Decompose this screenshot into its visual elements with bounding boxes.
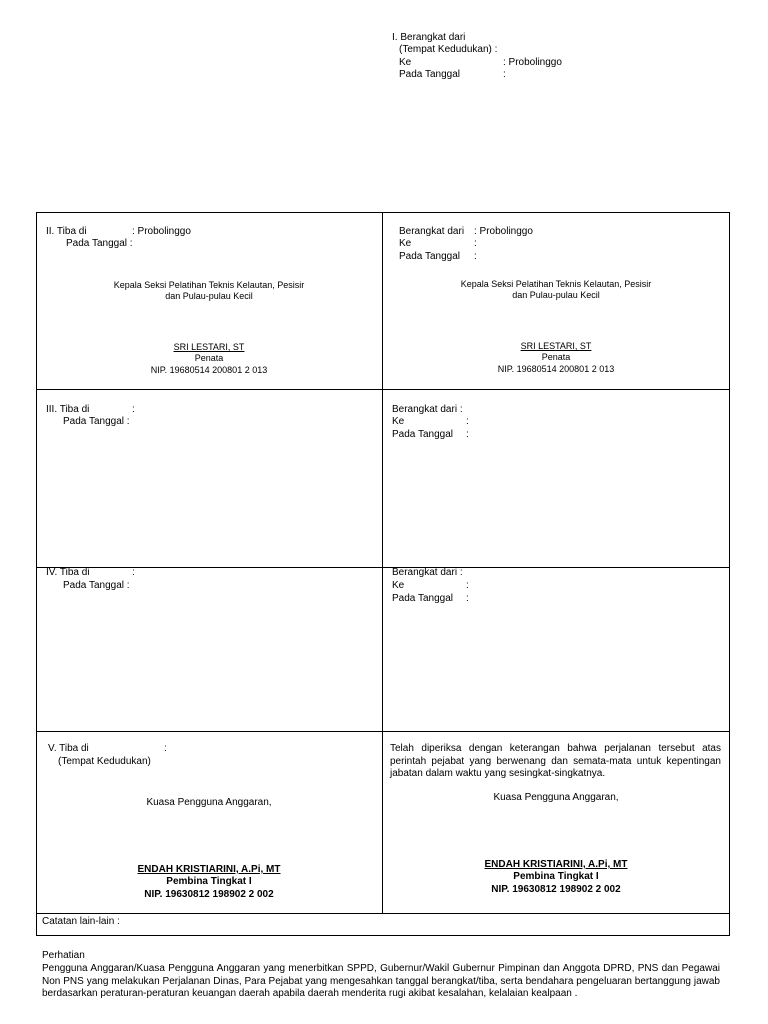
s5-left-tiba-label: V. Tiba di [48, 743, 89, 754]
s2-right-pada-tanggal-colon: : [474, 251, 477, 262]
s5-left-signer-name: ENDAH KRISTIARINI, A.Pi, MT [137, 864, 281, 875]
s4-right-pada-tanggal-colon: : [466, 593, 469, 604]
s5-left-signer-nip: NIP. 19630812 198902 2 002 [144, 889, 274, 900]
s5-right-kuasa: Kuasa Pengguna Anggaran, [493, 792, 619, 803]
s2-left-signer-nip: NIP. 19680514 200801 2 013 [150, 365, 268, 375]
table-border-right [729, 212, 730, 936]
s2-left-title-line2: dan Pulau-pulau Kecil [165, 291, 253, 301]
s3-left-pada-tanggal: Pada Tanggal : [63, 416, 130, 427]
s5-right-statement: Telah diperiksa dengan keterangan bahwa perjalanan tersebut atas perintah pejabat yang berwenang dan semata-mata untuk kepentingan jabatan dalam waktu yang sesingkat-singkatnya. [390, 743, 721, 779]
s5-right-signer-name: ENDAH KRISTIARINI, A.Pi, MT [484, 859, 628, 870]
table-divider [36, 731, 730, 732]
s3-left-tiba-label: III. Tiba di [46, 404, 90, 415]
s2-right-ke-colon: : [474, 238, 477, 249]
table-center-divider [382, 212, 383, 914]
s4-right-ke-label: Ke [392, 580, 405, 591]
s2-left-pada-tanggal: Pada Tanggal : [66, 238, 133, 249]
s2-left-signer-rank: Penata [194, 353, 224, 363]
header-tempat-kedudukan: (Tempat Kedudukan) : [399, 44, 498, 55]
table-border-left [36, 212, 37, 936]
s2-right-signer-rank: Penata [541, 352, 571, 362]
s4-right-pada-tanggal-label: Pada Tanggal [392, 593, 453, 604]
s4-right-berangkat-label: Berangkat dari : [392, 567, 463, 578]
header-ke-value: : Probolinggo [503, 57, 562, 68]
table-divider [36, 913, 730, 914]
header-berangkat-dari: I. Berangkat dari [392, 32, 466, 43]
table-border-bottom [36, 935, 730, 936]
s2-left-tiba-label: II. Tiba di [46, 226, 87, 237]
s3-left-tiba-colon: : [132, 404, 135, 415]
s2-right-berangkat-value: : Probolinggo [474, 226, 533, 237]
s2-left-title-line1: Kepala Seksi Pelatihan Teknis Kelautan, Pesisir [113, 280, 305, 290]
s2-right-title-line1: Kepala Seksi Pelatihan Teknis Kelautan, Pesisir [460, 279, 652, 289]
header-ke-label: Ke [399, 57, 412, 68]
s2-right-berangkat-label: Berangkat dari [399, 226, 465, 237]
catatan-label: Catatan lain-lain : [42, 916, 120, 927]
s4-left-tiba-label: IV. Tiba di [46, 567, 90, 578]
s2-right-signer-name: SRI LESTARI, ST [520, 341, 592, 351]
s3-right-ke-colon: : [466, 416, 469, 427]
perhatian-title: Perhatian [42, 950, 85, 961]
s3-right-pada-tanggal-label: Pada Tanggal [392, 429, 453, 440]
table-divider [36, 389, 730, 390]
s2-left-signer-name: SRI LESTARI, ST [173, 342, 245, 352]
s3-right-ke-label: Ke [392, 416, 405, 427]
table-divider [36, 567, 730, 568]
s4-left-tiba-colon: : [132, 567, 135, 578]
s3-right-pada-tanggal-colon: : [466, 429, 469, 440]
s2-right-signer-nip: NIP. 19680514 200801 2 013 [497, 364, 615, 374]
s5-left-tempat-kedudukan: (Tempat Kedudukan) [58, 756, 151, 767]
s2-right-title-line2: dan Pulau-pulau Kecil [512, 290, 600, 300]
s4-left-pada-tanggal: Pada Tanggal : [63, 580, 130, 591]
s4-right-ke-colon: : [466, 580, 469, 591]
s2-right-ke-label: Ke [399, 238, 412, 249]
s2-left-tiba-value: : Probolinggo [132, 226, 191, 237]
s5-left-signer-rank: Pembina Tingkat I [166, 876, 252, 887]
s5-left-kuasa: Kuasa Pengguna Anggaran, [146, 797, 272, 808]
s3-right-berangkat-label: Berangkat dari : [392, 404, 463, 415]
s2-right-pada-tanggal-label: Pada Tanggal [399, 251, 460, 262]
s5-right-signer-nip: NIP. 19630812 198902 2 002 [491, 884, 621, 895]
table-border-top [36, 212, 730, 213]
header-pada-tanggal-colon: : [503, 69, 506, 80]
perhatian-body: Pengguna Anggaran/Kuasa Pengguna Anggaran yang menerbitkan SPPD, Gubernur/Wakil Gubernur Pimpinan dan Anggota DPRD, PNS dan Pegawai Non PNS yang melakukan Perjalanan Dinas, Para Pejabat yang mengesahkan tanggal berangkat/tiba, serta bendahara pengeluaran bertanggung jawab berdasarkan peraturan-peraturan keuangan daerah apabila daerah menderita rugi akibat kesalahan, kelalaian kealpaan . [42, 963, 720, 999]
s5-left-tiba-colon: : [164, 743, 167, 754]
header-pada-tanggal-label: Pada Tanggal [399, 69, 460, 80]
s5-right-signer-rank: Pembina Tingkat I [513, 871, 599, 882]
